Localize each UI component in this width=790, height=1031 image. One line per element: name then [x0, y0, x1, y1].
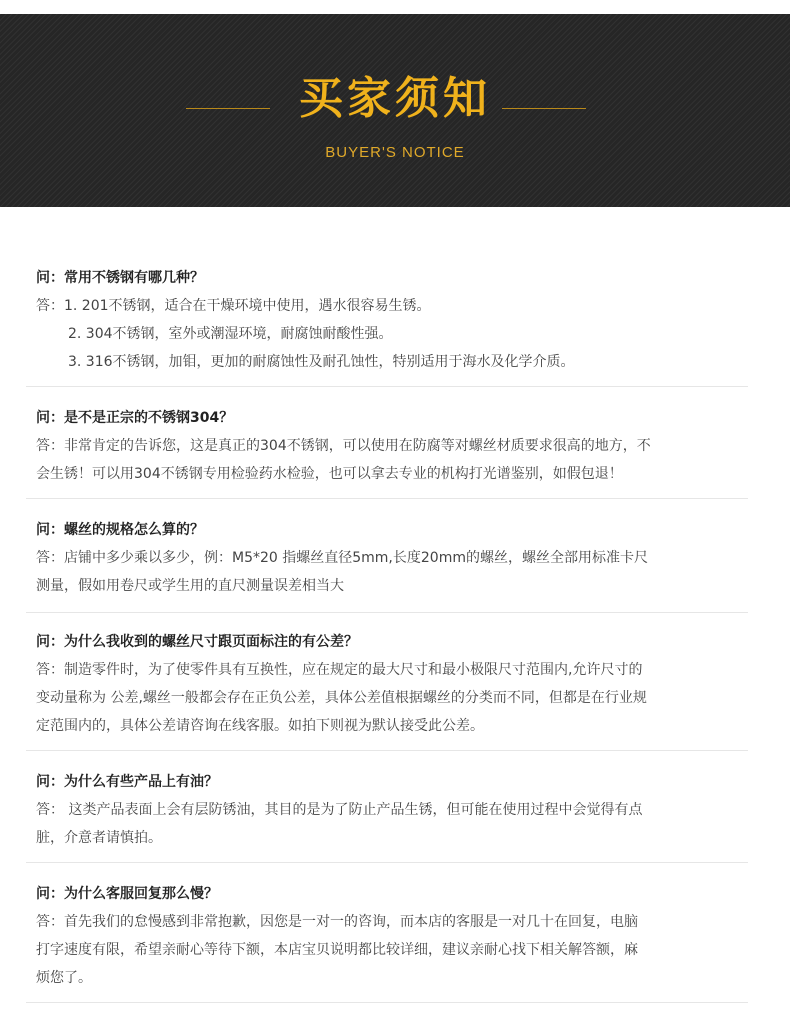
faq-answer-line: 答： 这类产品表面上会有层防锈油，其目的是为了防止产品生锈，但可能在使用过程中会觉得有点 [36, 802, 643, 818]
faq-divider [26, 612, 748, 613]
faq-answer-line: 脏，介意者请慎拍。 [36, 830, 162, 846]
faq-question: 问：为什么我收到的螺丝尺寸跟页面标注的有公差？ [36, 634, 358, 650]
faq-answer-line: 答：制造零件时，为了使零件具有互换性，应在规定的最大尺寸和最小极限尺寸范围内,允许尺寸的 [36, 662, 643, 678]
faq-question: 问：为什么客服回复那么慢？ [36, 886, 218, 902]
faq-divider [26, 862, 748, 863]
faq-answer-line: 烦您了。 [36, 970, 92, 986]
faq-question: 问：为什么有些产品上有油？ [36, 774, 218, 790]
faq-block-6 [36, 880, 748, 992]
buyer-notice-banner [0, 14, 790, 207]
faq-block-3 [36, 516, 748, 600]
faq-block-1 [36, 264, 748, 376]
faq-question: 问：螺丝的规格怎么算的？ [36, 522, 204, 538]
faq-answer-line: 测量，假如用卷尺或学生用的直尺测量误差相当大 [36, 578, 344, 594]
banner-subtitle: BUYER'S NOTICE [325, 144, 465, 161]
faq-answer-line: 会生锈！可以用304不锈钢专用检验药水检验，也可以拿去专业的机构打光谱鉴别，如假包退！ [36, 466, 623, 482]
faq-block-5 [36, 768, 748, 852]
faq-question: 问：是不是正宗的不锈钢304？ [36, 410, 234, 426]
answer-prefix: 答： [36, 298, 64, 314]
faq-answer-line: 定范围内的，具体公差请咨询在线客服。如拍下则视为默认接受此公差。 [36, 718, 484, 734]
faq-answer-line: 答：首先我们的怠慢感到非常抱歉，因您是一对一的咨询，而本店的客服是一对几十在回复，电脑 [36, 914, 638, 930]
faq-divider [26, 1002, 748, 1003]
faq-answer-line: 打字速度有限，希望亲耐心等待下额，本店宝贝说明都比较详细，建议亲耐心找下相关解答额，麻 [36, 942, 638, 958]
faq-divider [26, 386, 748, 387]
faq-answer-line: 变动量称为 公差,螺丝一般都会存在正负公差，具体公差值根据螺丝的分类而不同，但都是在行业规 [36, 690, 647, 706]
faq-answer [36, 292, 748, 320]
faq-answer-line: 答：店铺中多少乘以多少，例：M5*20 指螺丝直径5mm,长度20mm的螺丝，螺丝全部用标准卡尺 [36, 550, 648, 566]
faq-block-2 [36, 404, 748, 488]
faq-block-4 [36, 628, 748, 740]
answer-item: 2. 304不锈钢，室外或潮湿环境，耐腐蚀耐酸性强。 [68, 326, 393, 342]
faq-question: 问：常用不锈钢有哪几种？ [36, 270, 204, 286]
banner-title: 买家须知 [299, 73, 491, 124]
answer-item: 1. 201不锈钢，适合在干燥环境中使用，遇水很容易生锈。 [64, 298, 431, 314]
faq-answer-line: 答：非常肯定的告诉您，这是真正的304不锈钢，可以使用在防腐等对螺丝材质要求很高的地方，不 [36, 438, 651, 454]
answer-item: 3. 316不锈钢，加钼，更加的耐腐蚀性及耐孔蚀性，特别适用于海水及化学介质。 [68, 354, 575, 370]
faq-divider [26, 750, 748, 751]
faq-divider [26, 498, 748, 499]
title-right-rule [502, 108, 586, 109]
